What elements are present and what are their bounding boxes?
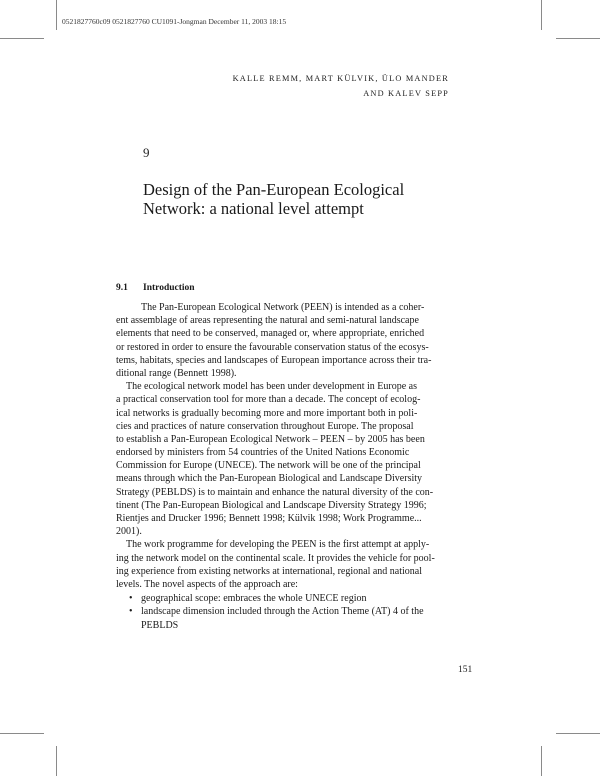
text-line: endorsed by ministers from 54 countries of the United Nations Economic <box>116 447 410 459</box>
text-line: tinent (The Pan-European Biological and Landscape Diversity Strategy 1996; <box>116 499 427 511</box>
bullet-icon: • <box>129 606 133 618</box>
chapter-title <box>143 180 473 218</box>
text-line: to establish a Pan-European Ecological Network – PEEN – by 2005 has been <box>116 433 425 445</box>
crop-mark <box>541 746 542 776</box>
text-line: landscape dimension included through the Action Theme (AT) 4 of the <box>141 606 424 618</box>
crop-mark <box>56 0 57 30</box>
paragraph <box>116 380 448 538</box>
paragraph <box>116 538 448 591</box>
chapter-title-line: Network: a national level attempt <box>143 199 364 218</box>
text-line: Commission for Europe (UNECE). The network will be one of the principal <box>116 460 421 472</box>
text-line: elements that need to be conserved, managed or, where appropriate, enriched <box>116 328 425 340</box>
paragraph <box>116 301 448 380</box>
text-line: The work programme for developing the PEEN is the first attempt at apply- <box>126 539 430 551</box>
crop-mark <box>556 38 600 39</box>
crop-mark <box>556 733 600 734</box>
text-line: levels. The novel aspects of the approach are: <box>116 578 298 590</box>
crop-mark <box>56 746 57 776</box>
text-line: ing the network model on the continental scale. It provides the vehicle for pool- <box>116 552 435 564</box>
text-line: ical networks is gradually becoming more and more important both in poli- <box>116 407 418 419</box>
text-line: 2001). <box>116 526 142 538</box>
text-line: tems, habitats, species and landscapes of European importance across their tra- <box>116 354 432 366</box>
page-number: 151 <box>458 665 473 675</box>
text-line: ent assemblage of areas representing the natural and semi-natural landscape <box>116 315 419 327</box>
section-title: Introduction <box>143 283 195 293</box>
bullet-item <box>116 592 448 605</box>
chapter-title-line: Design of the Pan-European Ecological <box>143 180 405 199</box>
crop-mark <box>0 733 44 734</box>
text-line: ing experience from existing networks at international, regional and national <box>116 565 423 577</box>
text-line: The ecological network model has been under development in Europe as <box>126 381 418 393</box>
crop-mark <box>541 0 542 30</box>
text-line: Rientjes and Drucker 1996; Bennett 1998; Külvik 1998; Work Programme... <box>116 513 422 524</box>
crop-mark <box>0 38 44 39</box>
text-line: cies and practices of nature conservation throughout Europe. The proposal <box>116 420 414 432</box>
text-line: means through which the Pan-European Biological and Landscape Diversity <box>116 473 423 485</box>
author-line: AND KALEV SEPP <box>363 89 449 98</box>
bullet-icon: • <box>129 593 133 605</box>
author-line: KALLE REMM, MART KÜLVIK, ÜLO MANDER <box>232 74 449 83</box>
text-line: Strategy (PEBLDS) is to maintain and enhance the natural diversity of the con- <box>116 486 434 498</box>
bullet-item <box>116 605 448 631</box>
body-text <box>116 301 448 632</box>
chapter-number: 9 <box>143 145 150 160</box>
section-number: 9.1 <box>116 283 128 293</box>
text-line: geographical scope: embraces the whole UNECE region <box>141 593 367 605</box>
text-line: a practical conservation tool for more than a decade. The concept of ecolog- <box>116 394 421 406</box>
text-line: PEBLDS <box>141 619 179 631</box>
text-line: The Pan-European Ecological Network (PEEN) is intended as a coher- <box>141 302 425 313</box>
text-line: ditional range (Bennett 1998). <box>116 367 237 379</box>
text-line: or restored in order to ensure the favourable conservation status of the ecosys- <box>116 341 429 353</box>
section-heading <box>116 283 195 293</box>
print-slug: 0521827760c09 0521827760 CU1091-Jongman December 11, 2003 18:15 <box>62 17 287 26</box>
bullet-list <box>116 592 448 632</box>
chapter-authors <box>149 71 449 101</box>
